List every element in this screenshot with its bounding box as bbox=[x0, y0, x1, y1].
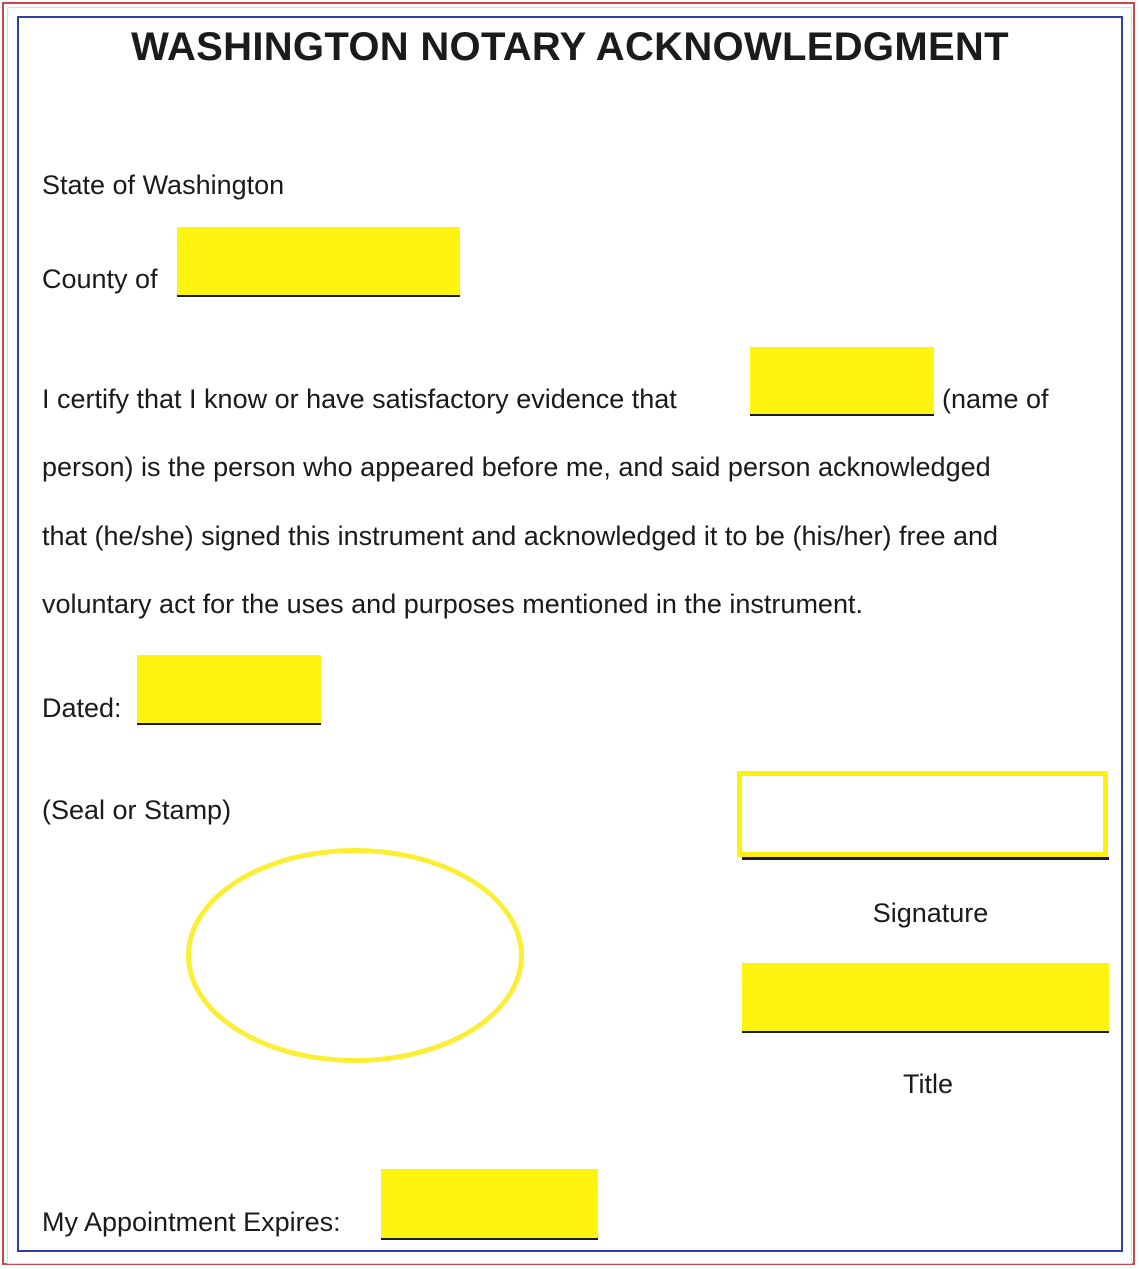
certify-line-1: I certify that I know or have satisfactory evidence that bbox=[42, 384, 677, 414]
signature-field[interactable] bbox=[737, 771, 1108, 857]
document-border bbox=[17, 16, 1123, 1252]
seal-area[interactable] bbox=[186, 848, 524, 1063]
certify-line-3: that (he/she) signed this instrument and acknowledged it to be (his/her) free and bbox=[42, 521, 999, 551]
seal-label: (Seal or Stamp) bbox=[42, 795, 232, 825]
county-field[interactable] bbox=[177, 227, 460, 297]
county-label: County of bbox=[42, 264, 158, 294]
appointment-expiry-field[interactable] bbox=[381, 1169, 598, 1240]
appointment-label: My Appointment Expires: bbox=[42, 1207, 341, 1237]
person-name-field[interactable] bbox=[750, 347, 934, 416]
document-title: WASHINGTON NOTARY ACKNOWLEDGMENT bbox=[131, 25, 1009, 69]
title-field[interactable] bbox=[742, 963, 1109, 1033]
title-label: Title bbox=[902, 1069, 953, 1099]
dated-label: Dated: bbox=[42, 693, 122, 723]
dated-field[interactable] bbox=[137, 655, 321, 725]
certify-line-4: voluntary act for the uses and purposes mentioned in the instrument. bbox=[42, 589, 863, 619]
state-line: State of Washington bbox=[42, 170, 285, 200]
signature-line bbox=[742, 857, 1109, 860]
signature-label: Signature bbox=[872, 898, 989, 928]
certify-line-2: person) is the person who appeared before me, and said person acknowledged bbox=[42, 452, 991, 482]
name-of-suffix: (name of bbox=[942, 384, 1049, 414]
